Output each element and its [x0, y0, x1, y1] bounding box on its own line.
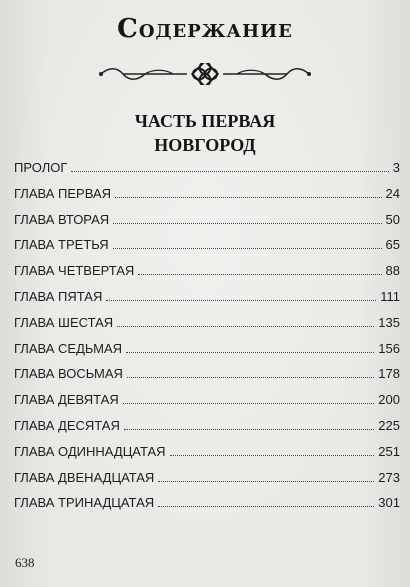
toc-entry-title: ГЛАВА ТРЕТЬЯ [14, 237, 109, 253]
toc-entry-title: ГЛАВА ПЯТАЯ [14, 288, 103, 304]
toc-entry-title: ГЛАВА ОДИННАДЦАТАЯ [14, 443, 166, 459]
dot-leader [158, 506, 374, 507]
toc-entry-page: 273 [378, 469, 400, 485]
toc-row [14, 392, 400, 418]
toc-entry-page: 301 [378, 495, 400, 511]
dot-leader [126, 352, 374, 353]
dot-leader [124, 429, 374, 430]
toc-row [14, 341, 400, 367]
table-of-contents [14, 160, 400, 521]
toc-entry-title: ПРОЛОГ [14, 160, 68, 175]
toc-row [14, 212, 400, 238]
toc-entry-page: 3 [392, 160, 400, 175]
toc-entry-page: 251 [378, 443, 400, 459]
part-name: НОВГОРОД [154, 135, 256, 155]
part-number: ЧАСТЬ ПЕРВАЯ [134, 111, 276, 131]
toc-entry-page: 178 [378, 366, 400, 382]
dot-leader [170, 455, 375, 456]
toc-entry-page: 65 [385, 237, 400, 253]
dot-leader [113, 223, 381, 224]
toc-entry-title: ГЛАВА ШЕСТАЯ [14, 314, 114, 330]
dot-leader [127, 377, 374, 378]
toc-row [14, 470, 400, 496]
toc-entry-title: ГЛАВА ВОСЬМАЯ [14, 366, 123, 382]
dot-leader [71, 171, 388, 172]
contents-heading: Содержание [117, 14, 293, 44]
toc-entry-page: 135 [378, 314, 400, 330]
toc-row [14, 263, 400, 289]
toc-entry-page: 225 [378, 417, 400, 433]
toc-entry-title: ГЛАВА ВТОРАЯ [14, 211, 110, 227]
toc-row [14, 237, 400, 263]
toc-entry-page: 88 [385, 263, 400, 279]
part-title [0, 109, 410, 157]
toc-entry-page: 111 [380, 288, 400, 304]
toc-row [14, 366, 400, 392]
dot-leader [123, 403, 375, 404]
toc-entry-title: ГЛАВА ПЕРВАЯ [14, 185, 112, 201]
toc-row [14, 160, 400, 186]
toc-row [14, 289, 400, 315]
dot-leader [115, 197, 382, 198]
dot-leader [113, 248, 382, 249]
dot-leader [138, 274, 381, 275]
toc-row [14, 418, 400, 444]
toc-entry-title: ГЛАВА ДВЕНАДЦАТАЯ [14, 469, 155, 485]
toc-entry-page: 200 [378, 392, 400, 408]
toc-entry-title: ГЛАВА СЕДЬМАЯ [14, 340, 123, 356]
toc-entry-page: 156 [378, 340, 400, 356]
toc-entry-page: 50 [385, 211, 400, 227]
toc-row [14, 495, 400, 521]
dot-leader [117, 326, 374, 327]
toc-entry-title: ГЛАВА ЧЕТВЕРТАЯ [14, 263, 135, 279]
toc-row [14, 186, 400, 212]
knot-divider-icon [95, 63, 315, 85]
toc-entry-title: ГЛАВА ТРИНАДЦАТАЯ [14, 495, 155, 511]
page-number: 638 [15, 555, 35, 570]
toc-entry-title: ГЛАВА ДЕВЯТАЯ [14, 392, 119, 408]
toc-entry-title: ГЛАВА ДЕСЯТАЯ [14, 417, 120, 433]
toc-entry-page: 24 [385, 185, 400, 201]
dot-leader [106, 300, 376, 301]
toc-row [14, 315, 400, 341]
toc-row [14, 444, 400, 470]
dot-leader [158, 481, 374, 482]
